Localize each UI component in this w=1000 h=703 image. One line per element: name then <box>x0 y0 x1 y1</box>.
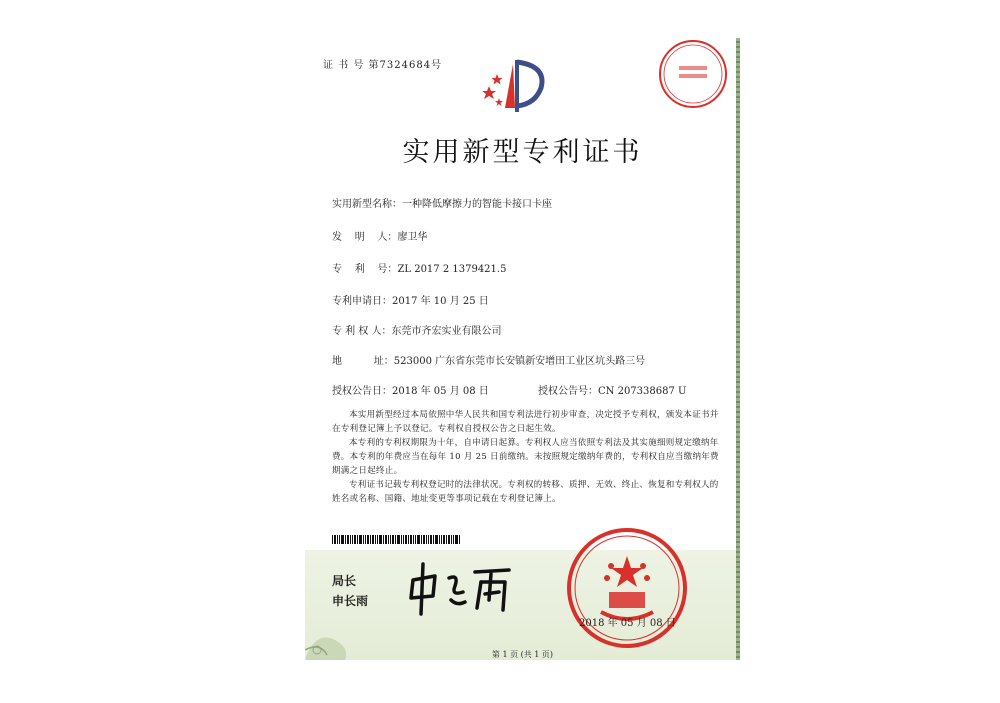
field-label: 授权公告号： <box>538 386 598 397</box>
field-patentee <box>332 322 502 337</box>
field-label: 授权公告日： <box>332 386 392 397</box>
field-label: 专 利 权 人： <box>332 326 392 337</box>
field-value: 2017 年 10 月 25 日 <box>392 296 489 307</box>
barcode-icon <box>332 535 460 544</box>
field-label: 发 明 人： <box>332 232 398 243</box>
field-label: 地 址： <box>332 356 394 367</box>
agency-seal-icon <box>657 38 729 110</box>
certificate-page <box>305 38 740 660</box>
field-value: 东莞市齐宏实业有限公司 <box>391 326 502 337</box>
field-label: 专利申请日： <box>332 296 392 307</box>
director-title: 局长 <box>332 574 357 588</box>
field-application-date <box>332 292 489 307</box>
field-inventor <box>332 228 427 243</box>
sipo-logo-icon <box>475 56 555 116</box>
certificate-number: 证 书 号 第7324684号 <box>323 60 443 71</box>
field-value: CN 207338687 U <box>598 386 687 397</box>
state-seal-icon <box>565 526 689 650</box>
field-value: 2018 年 05 月 08 日 <box>392 386 489 397</box>
field-label: 专 利 号： <box>332 264 398 275</box>
field-patent-number <box>332 260 506 275</box>
field-value: ZL 2017 2 1379421.5 <box>397 264 507 275</box>
field-value: 廖卫华 <box>397 232 428 243</box>
page-title: 实用新型专利证书 <box>402 137 643 168</box>
paragraph-register-notice: 专利证书记载专利权登记时的法律状况。专利权的转移、质押、无效、终止、恢复和专利权人的姓名或名称、国籍、地址变更等事项记载在专利登记簿上。 <box>332 480 719 504</box>
seal-date: 2018 年 05 月 08 日 <box>579 618 676 629</box>
director-signature-icon <box>405 556 515 618</box>
field-grant-announcement-number <box>538 382 686 397</box>
paragraph-grant-notice: 本实用新型经过本局依照中华人民共和国专利法进行初步审查，决定授予专利权，颁发本证书并在专利登记簿上予以登记。专利权自授权公告之日起生效。 <box>332 410 719 434</box>
page-footer: 第 1 页 (共 1 页) <box>491 650 554 659</box>
field-value: 一种降低摩擦力的智能卡接口卡座 <box>402 199 552 210</box>
field-utility-model-name <box>332 195 552 210</box>
field-value: 523000 广东省东莞市长安镇新安增田工业区坑头路三号 <box>393 356 646 367</box>
director-name: 申长雨 <box>332 594 369 608</box>
field-address <box>332 352 645 367</box>
field-label: 实用新型名称： <box>332 199 402 210</box>
field-grant-announcement-date <box>332 382 489 397</box>
paragraph-term-notice: 本专利的专利权期限为十年，自申请日起算。专利权人应当依照专利法及其实施细则规定缴纳年费。本专利的年费应当在每年 10 月 25 日前缴纳。未按照规定缴纳年费的，专利权自应当缴纳年费期满之日起终止。 <box>332 438 719 476</box>
